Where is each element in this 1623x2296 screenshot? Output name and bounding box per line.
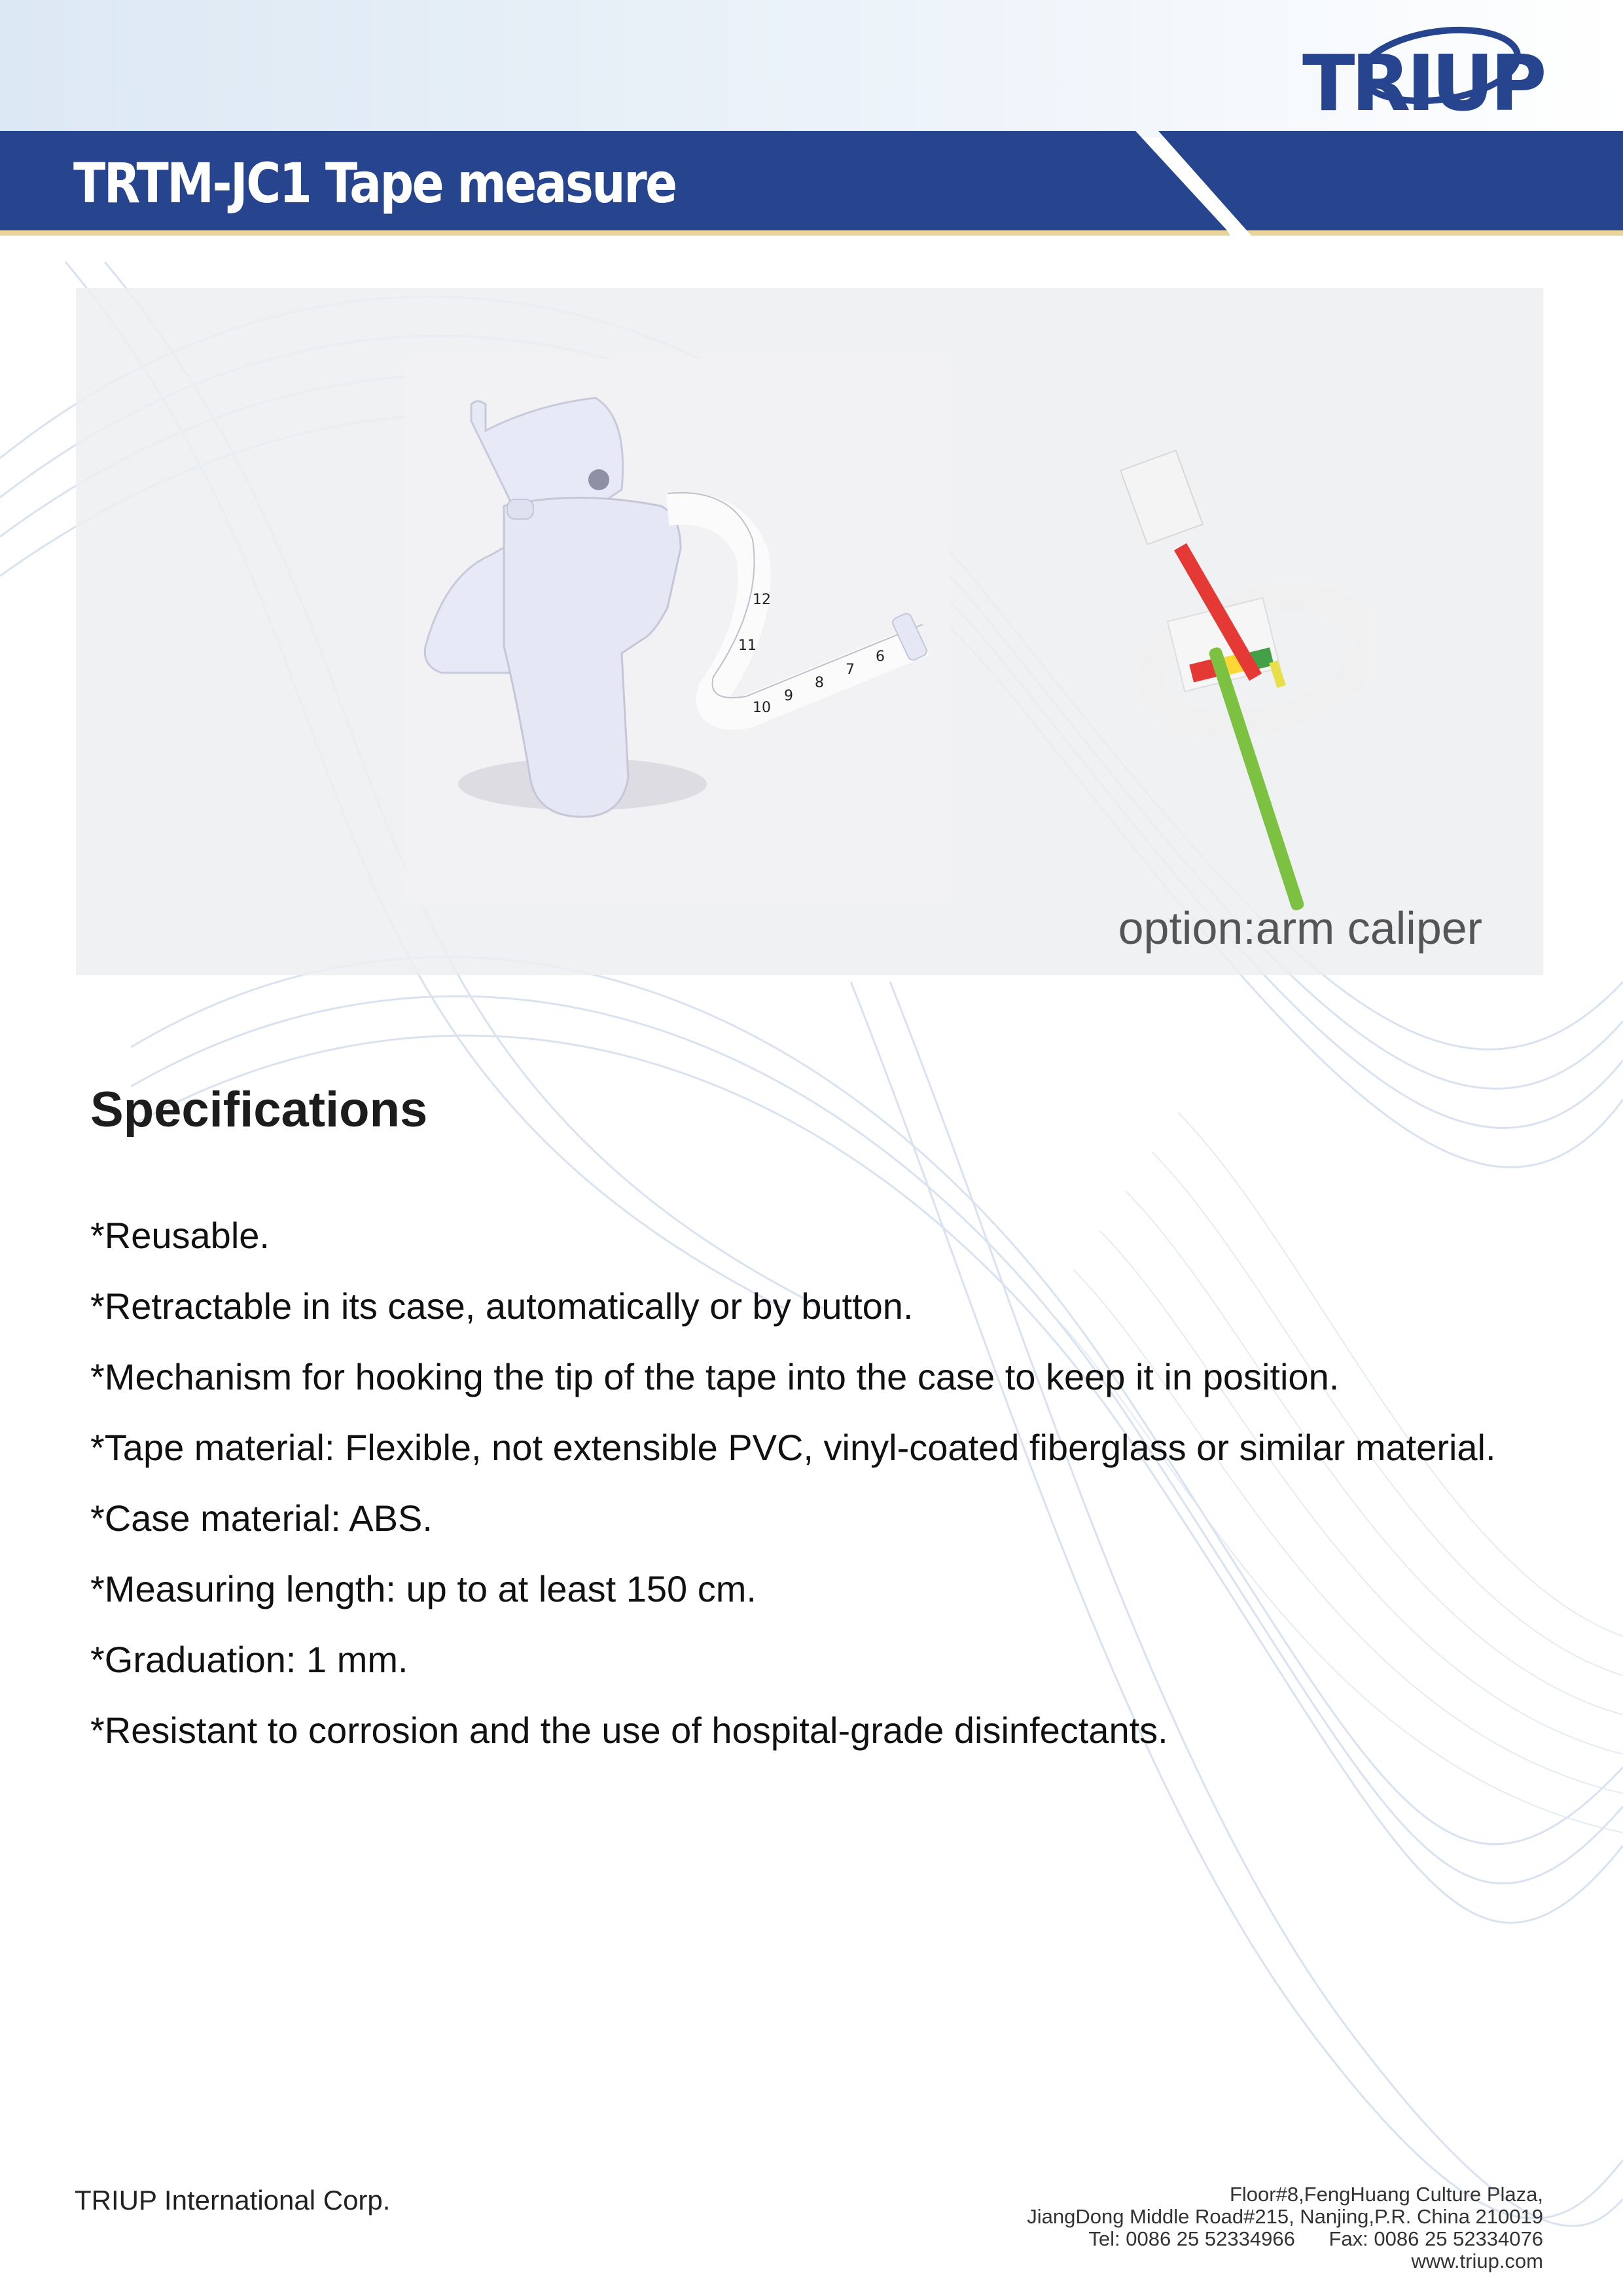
spec-item: *Graduation: 1 mm.: [90, 1639, 408, 1680]
tape-measure-image: [406, 359, 950, 903]
phone-fax: Tel: 0086 25 52334966 Fax: 0086 25 52334076: [1088, 2227, 1543, 2250]
spec-item: *Measuring length: up to at least 150 cm.: [90, 1568, 757, 1609]
svg-text:9: 9: [784, 688, 793, 704]
spec-item: *Case material: ABS.: [90, 1498, 433, 1539]
spec-item: *Reusable.: [90, 1215, 270, 1256]
svg-text:10: 10: [753, 700, 771, 716]
svg-text:8: 8: [815, 675, 824, 691]
arm-caliper-caption: option:arm caliper: [1118, 903, 1482, 954]
arm-caliper-image: [1119, 445, 1368, 929]
svg-text:12: 12: [753, 592, 771, 608]
spec-item: *Resistant to corrosion and the use of hospital-grade disinfectants.: [90, 1710, 1168, 1751]
company-address: [1027, 2183, 1543, 2272]
svg-text:11: 11: [738, 637, 757, 654]
spec-item: *Mechanism for hooking the tip of the tape into the case to keep it in position.: [90, 1356, 1340, 1397]
specifications-heading: Specifications: [90, 1082, 428, 1138]
specifications-list: [90, 1210, 1496, 1775]
svg-text:7: 7: [846, 662, 855, 678]
svg-text:TRIUP: TRIUP: [1302, 38, 1543, 118]
svg-text:6: 6: [876, 649, 885, 665]
spec-item: *Tape material: Flexible, not extensible PVC, vinyl-coated fiberglass or similar material.: [90, 1427, 1496, 1468]
website-link[interactable]: www.triup.com: [1411, 2250, 1543, 2272]
spec-item: *Retractable in its case, automatically or by button.: [90, 1285, 914, 1327]
address-line: JiangDong Middle Road#215, Nanjing,P.R. China 210019: [1027, 2205, 1543, 2228]
company-name: TRIUP International Corp.: [75, 2185, 391, 2215]
page-title: TRTM-JC1 Tape measure: [73, 151, 676, 215]
address-line: Floor#8,FengHuang Culture Plaza,: [1229, 2183, 1543, 2206]
triup-logo: [1296, 13, 1544, 118]
